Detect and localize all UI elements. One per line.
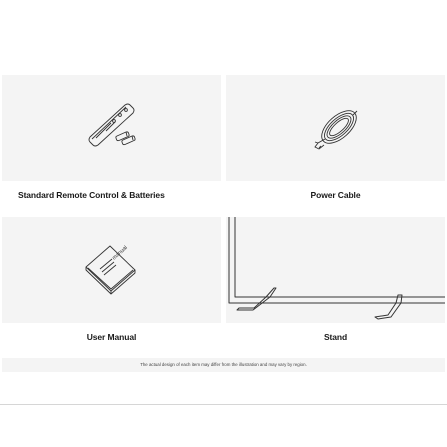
section-divider bbox=[0, 404, 447, 405]
caption-power-cable: Power Cable bbox=[310, 190, 361, 200]
user-manual-icon bbox=[2, 217, 221, 323]
power-cable-icon bbox=[226, 75, 445, 181]
remote-control-icon bbox=[2, 75, 221, 181]
user-manual-tile bbox=[2, 217, 221, 323]
caption-user-manual: User Manual bbox=[86, 332, 137, 342]
stand-tile bbox=[226, 217, 445, 323]
caption-remote-control: Standard Remote Control & Batteries bbox=[18, 190, 165, 200]
manual-cover-text: manual bbox=[111, 244, 129, 262]
disclaimer-note: The actual design of each item may differ from the illustration and may vary by region. bbox=[2, 358, 445, 372]
caption-stand: Stand bbox=[323, 332, 348, 342]
power-cable-tile bbox=[226, 75, 445, 181]
tv-stand-icon bbox=[226, 217, 445, 323]
remote-control-tile bbox=[2, 75, 221, 181]
